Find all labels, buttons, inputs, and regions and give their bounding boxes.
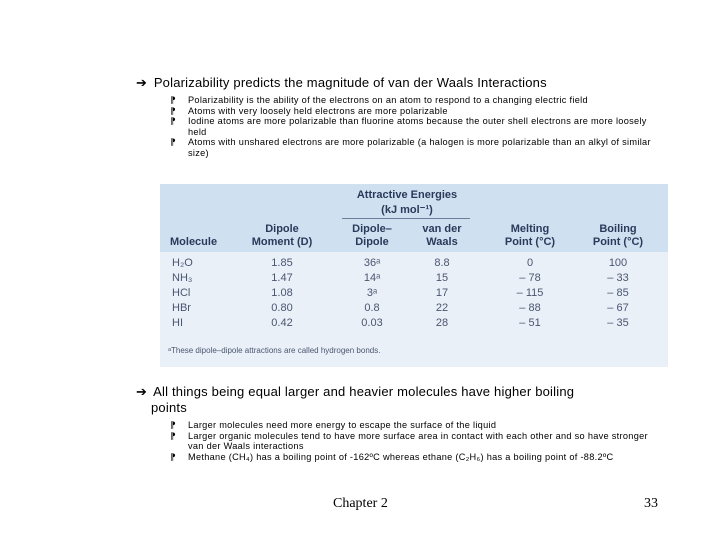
list-item [170, 452, 660, 463]
table-cell-dipole: 1.47 [271, 272, 293, 284]
attractive-energies-table [160, 184, 668, 367]
table-cell-dd: 0.8 [364, 302, 380, 314]
bullet-icon: ⁋ [170, 95, 177, 105]
col-header-molecule: Molecule [170, 236, 218, 248]
col-header-bp-1: Boiling [599, 223, 637, 235]
section1-bullet-list [170, 95, 660, 159]
col-header-dipole-2: Moment (D) [251, 236, 313, 248]
table-cell-bp: – 33 [607, 272, 629, 284]
bullet-icon: ⁋ [170, 116, 177, 127]
table-cell-molecule: HCl [172, 287, 191, 299]
table-cell-molecule: NH₃ [172, 272, 193, 284]
chapter-label: Chapter 2 [333, 496, 388, 511]
col-header-bp-2: Point (°C) [592, 236, 644, 248]
arrow-icon: ➔ [136, 384, 148, 399]
list-item [170, 106, 660, 117]
bullet-icon: ⁋ [170, 430, 177, 441]
table-cell-mp: – 115 [516, 287, 544, 299]
bullet-text: Atoms with very loosely held electrons are more polarizable [188, 105, 448, 116]
section2-heading-cont: points [151, 400, 187, 415]
col-header-mp-1: Melting [510, 223, 550, 235]
table-cell-vdw: 8.8 [434, 257, 450, 269]
section2-bullet-list [170, 420, 660, 462]
section2-heading [136, 384, 574, 400]
group-header: Attractive Energies [356, 189, 458, 201]
table-cell-dipole: 0.80 [271, 302, 293, 314]
table-cell-dipole: 1.85 [271, 257, 293, 269]
col-header-vdw-1: van der [422, 223, 462, 235]
arrow-icon: ➔ [136, 75, 148, 90]
table-cell-dd: 0.03 [361, 317, 383, 329]
bullet-icon: ⁋ [170, 137, 177, 148]
section1-heading-text: Polarizability predicts the magnitude of van der Waals Interactions [153, 75, 547, 90]
section1-heading [136, 75, 547, 91]
page-number: 33 [644, 496, 658, 511]
table-cell-vdw: 17 [435, 287, 449, 299]
group-underline [342, 218, 470, 219]
table-cell-dd: 36ᵃ [363, 257, 381, 269]
bullet-text: Iodine atoms are more polarizable than fluorine atoms because the outer shell electrons are more loosely held [188, 116, 647, 137]
table-cell-vdw: 28 [435, 317, 449, 329]
list-item [170, 431, 660, 452]
col-header-dd-2: Dipole [355, 236, 389, 248]
table-cell-mp: – 88 [519, 302, 541, 314]
table-cell-bp: – 85 [607, 287, 629, 299]
bullet-text: Atoms with unshared electrons are more polarizable (a halogen is more polarizable than an alkyl of similar size) [188, 137, 651, 158]
bullet-icon: ⁋ [170, 420, 177, 430]
bullet-text: Larger molecules need more energy to escape the surface of the liquid [188, 420, 497, 430]
table-cell-mp: – 78 [519, 272, 541, 284]
table-cell-mp: 0 [526, 257, 534, 269]
table-cell-dipole: 0.42 [271, 317, 293, 329]
section2-heading-text: All things being equal larger and heavier molecules have higher boiling [153, 384, 575, 399]
bullet-icon: ⁋ [170, 105, 177, 116]
col-header-dd-1: Dipole– [352, 223, 392, 235]
table-cell-molecule: HI [172, 317, 183, 329]
group-unit: (kJ mol⁻¹) [381, 204, 433, 216]
table-cell-dd: 14ᵃ [363, 272, 381, 284]
bullet-text: Methane (CH₄) has a boiling point of -162ºC whereas ethane (C₂H₆) has a boiling point of -88.2ºC [188, 451, 614, 462]
table-cell-molecule: H₂O [172, 257, 193, 269]
col-header-mp-2: Point (°C) [504, 236, 556, 248]
bullet-text: Polarizability is the ability of the electrons on an atom to respond to a changing electric field [188, 95, 588, 105]
table-footnote: ᵃThese dipole–dipole attractions are called hydrogen bonds. [168, 346, 381, 355]
list-item [170, 420, 660, 431]
table-cell-bp: 100 [608, 257, 628, 269]
table-cell-bp: – 35 [607, 317, 629, 329]
col-header-dipole-1: Dipole [265, 223, 299, 235]
table-cell-bp: – 67 [607, 302, 629, 314]
table-cell-dipole: 1.08 [271, 287, 293, 299]
list-item [170, 95, 660, 106]
list-item [170, 137, 660, 158]
list-item [170, 116, 660, 137]
table-cell-dd: 3ᵃ [366, 287, 378, 299]
col-header-vdw-2: Waals [426, 236, 458, 248]
table-cell-vdw: 15 [435, 272, 449, 284]
table-cell-mp: – 51 [519, 317, 541, 329]
bullet-icon: ⁋ [170, 451, 177, 462]
table-cell-molecule: HBr [172, 302, 191, 314]
bullet-text: Larger organic molecules tend to have more surface area in contact with each other and so have stronger van der Waals interactions [188, 430, 648, 452]
table-cell-vdw: 22 [435, 302, 449, 314]
